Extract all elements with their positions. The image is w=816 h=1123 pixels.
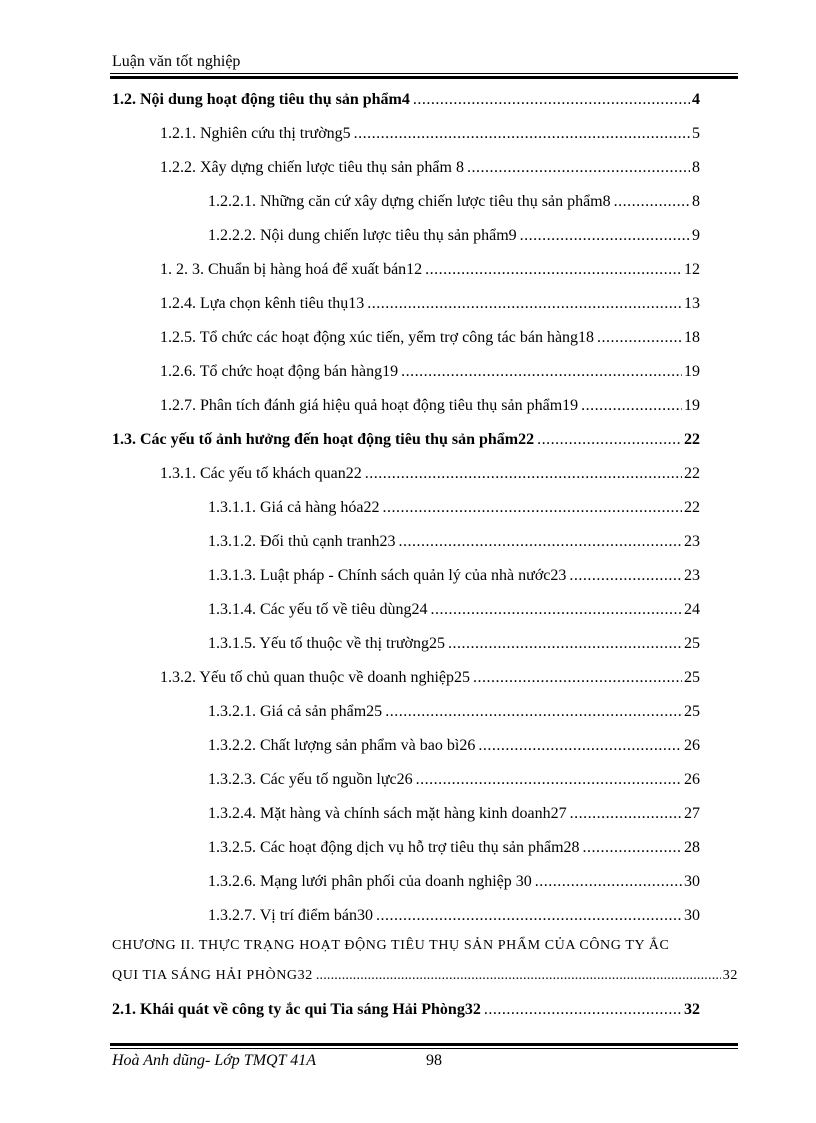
toc-leader-dots [401, 362, 682, 382]
toc-entry-page: 26 [684, 737, 700, 754]
toc-entry-title: 1.2.2.2. Nội dung chiến lược tiêu thụ sản phẩm9 [208, 227, 517, 244]
toc-entry [160, 158, 700, 178]
footer-page-number: 98 [426, 1052, 442, 1069]
toc-entry-page: 24 [684, 601, 700, 618]
toc-entry-title: 1.3. Các yếu tố ảnh hưởng đến hoạt động tiêu thụ sản phẩm22 [112, 431, 535, 448]
toc-entry-title: 1.2.2. Xây dựng chiến lược tiêu thụ sản phẩm 8 [160, 159, 464, 176]
toc-entry-title: 1.3.1. Các yếu tố khách quan22 [160, 465, 362, 482]
toc-leader-dots [425, 260, 682, 280]
toc-entry-page: 5 [692, 125, 700, 142]
header-rule-thin [110, 73, 738, 74]
toc-entry [208, 192, 700, 212]
toc-leader-dots [467, 158, 690, 178]
toc-leader-dots [478, 736, 682, 756]
chapter-heading [112, 936, 738, 956]
toc-entry [208, 566, 700, 586]
toc-entry-title: 1.3.2.3. Các yếu tố nguồn lực26 [208, 771, 413, 788]
toc-leader-dots [448, 634, 682, 654]
toc-entry [160, 260, 700, 280]
toc-entry-title: 1.3.1.3. Luật pháp - Chính sách quản lý của nhà nước23 [208, 567, 567, 584]
toc-entry-title: 1.3.1.2. Đối thủ cạnh tranh23 [208, 533, 396, 550]
toc-entry [208, 532, 700, 552]
toc-entry-title: 2.1. Khái quát về công ty ắc qui Tia sáng Hải Phòng32 [112, 1001, 481, 1018]
toc-entry [208, 906, 700, 926]
footer-rule-thin [110, 1048, 738, 1049]
toc-entry [160, 328, 700, 348]
footer-rule-thick [110, 1043, 738, 1046]
toc-entry [208, 600, 700, 620]
toc-leader-dots [376, 906, 682, 926]
toc-entry-page: 23 [684, 533, 700, 550]
toc-entry-page: 9 [692, 227, 700, 244]
toc-leader-dots [569, 566, 682, 586]
toc-leader-dots [473, 668, 682, 688]
toc-leader-dots [537, 430, 682, 450]
toc-entry-title: 1.3.2.7. Vị trí điểm bán30 [208, 907, 374, 924]
toc-entry-page: 30 [684, 873, 700, 890]
toc-entry-page: 19 [684, 397, 700, 414]
toc-entry [112, 430, 700, 450]
toc-leader-dots [581, 396, 682, 416]
toc-entry-page: 19 [684, 363, 700, 380]
header-rule-thick [110, 76, 738, 79]
toc-leader-dots [399, 532, 682, 552]
toc-entry-page: 32 [684, 1001, 700, 1018]
chapter-heading-cont [112, 966, 738, 986]
toc-entry [208, 634, 700, 654]
toc-entry [208, 702, 700, 722]
toc-leader-dots [583, 838, 682, 858]
toc-entry-page: 22 [684, 431, 700, 448]
toc-entry-page: 30 [684, 907, 700, 924]
toc-entry-title: 1.3.2.5. Các hoạt động dịch vụ hỗ trợ tiêu thụ sản phẩm28 [208, 839, 580, 856]
toc-leader-dots [416, 770, 682, 790]
toc-entry-title: 1. 2. 3. Chuẩn bị hàng hoá để xuất bán12 [160, 261, 423, 278]
toc-leader-dots [597, 328, 682, 348]
toc-entry-title: 1.2.5. Tổ chức các hoạt động xúc tiến, yểm trợ công tác bán hàng18 [160, 329, 595, 346]
toc-entry-page: 27 [684, 805, 700, 822]
toc-entry [208, 736, 700, 756]
toc-entry-page: 18 [684, 329, 700, 346]
toc-entry-title: 1.3.2.1. Giá cả sản phẩm25 [208, 703, 383, 720]
toc-leader-dots [431, 600, 682, 620]
toc-entry [208, 838, 700, 858]
toc-leader-dots [535, 872, 682, 892]
toc-entry [208, 804, 700, 824]
toc-entry-title: 1.2.1. Nghiên cứu thị trường5 [160, 125, 351, 142]
toc-entry-title: 1.3.2.2. Chất lượng sản phẩm và bao bì26 [208, 737, 476, 754]
toc-leader-dots [365, 464, 682, 484]
toc-entry-title: 1.3.2.4. Mặt hàng và chính sách mặt hàng kinh doanh27 [208, 805, 567, 822]
toc-leader-dots [520, 226, 690, 246]
footer-author: Hoà Anh dũng- Lớp TMQT 41A [112, 1052, 316, 1069]
toc-entry-page: 25 [684, 703, 700, 720]
toc-leader-dots [367, 294, 682, 314]
toc-entry [160, 464, 700, 484]
toc-entry-page: 25 [684, 669, 700, 686]
toc-entry [160, 124, 700, 144]
toc-entry-page: 23 [684, 567, 700, 584]
toc-entry-page: 12 [684, 261, 700, 278]
toc-entry-title: 1.3.1.4. Các yếu tố về tiêu dùng24 [208, 601, 428, 618]
toc-entry-title: 1.2.6. Tổ chức hoạt động bán hàng19 [160, 363, 399, 380]
toc-entry-title: 1.3.2.6. Mạng lưới phân phối của doanh nghiệp 30 [208, 873, 532, 890]
toc-entry-title: 1.2.7. Phân tích đánh giá hiệu quả hoạt động tiêu thụ sản phẩm19 [160, 397, 579, 414]
toc-entry-page: 22 [684, 499, 700, 516]
chapter-title-line2: QUI TIA SÁNG HẢI PHÒNG32 [112, 968, 313, 983]
header-title: Luận văn tốt nghiệp [112, 53, 241, 70]
toc-entry-title: 1.2.2.1. Những căn cứ xây dựng chiến lược tiêu thụ sản phẩm8 [208, 193, 611, 210]
toc-entry [112, 90, 700, 110]
toc-entry-page: 26 [684, 771, 700, 788]
toc-entry-title: 1.3.2. Yếu tố chủ quan thuộc về doanh nghiệp25 [160, 669, 471, 686]
toc-entry [112, 1000, 700, 1020]
toc-entry-title: 1.2. Nội dung hoạt động tiêu thụ sản phẩm4 [112, 91, 410, 108]
toc-leader-dots [413, 90, 690, 110]
toc-leader-dots [484, 1000, 682, 1020]
toc-entry-title: 1.3.1.1. Giá cả hàng hóa22 [208, 499, 380, 516]
toc-entry-title: 1.2.4. Lựa chọn kênh tiêu thụ13 [160, 295, 365, 312]
toc-entry-page: 28 [684, 839, 700, 856]
toc-entry [160, 668, 700, 688]
toc-entry-page: 13 [684, 295, 700, 312]
toc-leader-dots [383, 498, 682, 518]
toc-entry [208, 226, 700, 246]
toc-entry [160, 396, 700, 416]
toc-entry-page: 22 [684, 465, 700, 482]
toc-entry [208, 770, 700, 790]
chapter-page: 32 [722, 968, 738, 983]
toc-entry-page: 8 [692, 159, 700, 176]
toc-entry-page: 4 [692, 91, 700, 108]
toc-entry-title: 1.3.1.5. Yếu tố thuộc về thị trường25 [208, 635, 445, 652]
chapter-title-line1: CHƯƠNG II. THỰC TRẠNG HOẠT ĐỘNG TIÊU THỤ SẢN PHẨM CỦA CÔNG TY ẮC [112, 938, 670, 953]
toc-leader-dots [570, 804, 682, 824]
toc-leader-dots [614, 192, 690, 212]
toc-entry [160, 362, 700, 382]
toc-entry-page: 25 [684, 635, 700, 652]
toc-entry [160, 294, 700, 314]
toc-leader-dots [354, 124, 690, 144]
toc-entry-page: 8 [692, 193, 700, 210]
toc-entry [208, 872, 700, 892]
toc-entry [208, 498, 700, 518]
toc-leader-dots [385, 702, 682, 722]
toc-leader-dots [316, 966, 721, 986]
